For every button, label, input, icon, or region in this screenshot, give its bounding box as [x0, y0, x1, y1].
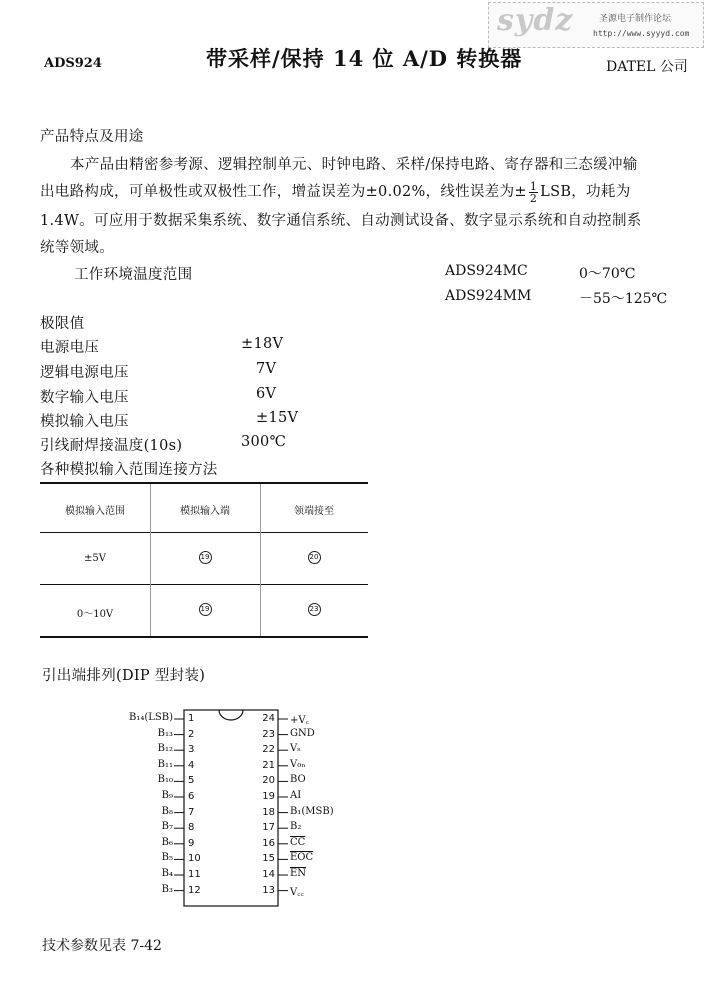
table-cell-input: [150, 551, 260, 564]
temperature-range-mm: －55～125℃: [579, 291, 668, 307]
table-cell-connect: [260, 603, 368, 616]
temperature-label: 工作环境温度范围: [74, 267, 193, 283]
pin-label-left: B₁₃: [157, 727, 173, 739]
features-line-3: 1.4W。可应用于数据采集系统、数字通信系统、自动测试设备、数字显示系统和自动控制系: [40, 213, 642, 229]
table-cell-range: 0～10V: [76, 609, 114, 620]
pin-label-left: B₇: [161, 821, 173, 833]
fraction-numerator: 1: [529, 179, 538, 193]
features-line-2-a: 出电路构成，可单极性或双极性工作，增益误差为±0.02%，线性误差为±: [40, 184, 527, 200]
pin-number-right: 23: [262, 728, 275, 740]
manufacturer: DATEL 公司: [606, 59, 688, 75]
part-number: ADS924: [44, 56, 102, 71]
limit-name: 电源电压: [40, 340, 100, 356]
pin-number-right: 19: [262, 791, 275, 802]
limit-value: 7V: [256, 361, 277, 377]
pin-label-left: B₉: [161, 790, 173, 801]
limit-name: 引线耐焊接温度(10s): [40, 438, 183, 454]
pin-number-left: 7: [188, 806, 195, 818]
pin-number-left: 5: [188, 775, 195, 787]
pin-number-left: 3: [188, 744, 195, 756]
temperature-model-mc: ADS924MC: [445, 263, 528, 279]
watermark-url: http://www.syyyd.com: [593, 29, 690, 38]
pin-label-right: $\overline{EN}$: [290, 868, 307, 879]
features-heading: 产品特点及用途: [40, 129, 144, 145]
fraction: [529, 181, 538, 204]
limit-value: 300℃: [241, 434, 287, 450]
pin-number-right: 14: [262, 869, 275, 880]
pin-number-left: 6: [188, 791, 195, 802]
circled-pin-number: 19: [199, 603, 212, 616]
limits-heading: 极限值: [40, 316, 85, 332]
pin-number-left: 9: [188, 837, 195, 849]
footer-note: 技术参数见表 7-42: [42, 938, 162, 954]
pin-number-left: 4: [188, 759, 195, 771]
limit-value: ±18V: [241, 336, 284, 352]
pin-label-right: BO: [290, 774, 306, 786]
connection-heading: 各种模拟输入范围连接方法: [40, 462, 218, 478]
features-line-4: 统等领域。: [40, 240, 114, 256]
table-header-input: 模拟输入端: [180, 506, 230, 517]
pin-label-right: V₀ₙ: [290, 758, 306, 770]
pin-label-left: B₁₄(LSB): [128, 712, 173, 723]
pin-label-left: B₁₀: [157, 774, 173, 786]
pin-number-left: 1: [188, 713, 195, 724]
pin-label-left: B₁₁: [157, 758, 173, 770]
table-cell-range: ±5V: [84, 553, 106, 564]
pin-number-right: 20: [262, 775, 275, 787]
table-rule: [40, 584, 368, 585]
pin-label-left: B₆: [161, 836, 173, 848]
pin-label-right: B₁(MSB): [290, 805, 334, 817]
page-title: 带采样/保持 14 位 A/D 转换器: [206, 46, 523, 71]
pin-number-right: 21: [262, 759, 275, 771]
pin-number-left: 12: [188, 884, 201, 896]
pin-number-right: 24: [262, 713, 275, 724]
pinout-heading: 引出端排列(DIP 型封装): [42, 668, 206, 684]
pin-number-left: 10: [188, 853, 201, 865]
table-rule: [40, 532, 368, 533]
pin-number-right: 15: [262, 853, 275, 865]
dip-pinout-diagram: [100, 700, 360, 910]
pin-number-left: 8: [188, 822, 195, 834]
limit-name: 数字输入电压: [40, 390, 129, 406]
fraction-denominator: 2: [529, 191, 538, 205]
circled-pin-number: 19: [199, 551, 212, 564]
table-cell-connect: [260, 551, 368, 564]
circled-pin-number: 23: [308, 603, 321, 616]
pin-label-left: B₃: [161, 883, 173, 895]
table-rule-bottom: [40, 636, 368, 638]
features-line-2-b: LSB，功耗为: [540, 184, 631, 200]
pin-number-right: 13: [262, 884, 275, 896]
connection-table: [40, 480, 368, 638]
pin-label-left: B₅: [161, 852, 173, 864]
limit-name: 模拟输入电压: [40, 414, 129, 430]
temperature-model-mm: ADS924MM: [445, 288, 532, 304]
table-header-connect: 领端接至: [294, 506, 334, 517]
pin-number-left: 11: [188, 869, 201, 880]
pin-number-right: 22: [262, 744, 275, 756]
watermark: [488, 2, 704, 48]
pin-label-left: B₄: [161, 868, 173, 879]
pin-label-right: AI: [290, 790, 302, 801]
pin-label-right: V꜀꜀: [290, 886, 305, 898]
temperature-range-mc: 0～70℃: [579, 266, 636, 282]
table-rule-top: [40, 482, 368, 484]
features-line-1: 本产品由精密参考源、逻辑控制单元、时钟电路、采样/保持电路、寄存器和三态缓冲输: [70, 157, 638, 173]
pin-number-right: 16: [262, 837, 275, 849]
pin-number-right: 18: [262, 806, 275, 818]
pin-number-right: 17: [262, 822, 275, 834]
pin-label-left: B₁₂: [157, 743, 173, 755]
pin-label-right: Vₛ: [290, 743, 301, 755]
limit-value: 6V: [256, 386, 277, 402]
table-cell-input: [150, 603, 260, 616]
features-line-2: [40, 180, 631, 204]
circled-pin-number: 20: [308, 551, 321, 564]
table-header-range: 模拟输入范围: [65, 506, 125, 517]
pin-label-right: $\overline{CC}$: [290, 836, 306, 848]
pin-label-right: +V꜀: [290, 715, 310, 726]
limit-value: ±15V: [256, 410, 299, 426]
pin-label-right: B₂: [290, 821, 302, 833]
watermark-logo: sydz: [497, 3, 574, 38]
watermark-site-name: 圣源电子制作论坛: [599, 14, 672, 24]
limit-name: 逻辑电源电压: [40, 365, 129, 381]
pin-number-left: 2: [188, 728, 195, 740]
pin-label-right: GND: [290, 727, 315, 739]
pin-label-right: $\overline{EOC}$: [290, 852, 314, 864]
pin-label-left: B₈: [161, 805, 173, 817]
